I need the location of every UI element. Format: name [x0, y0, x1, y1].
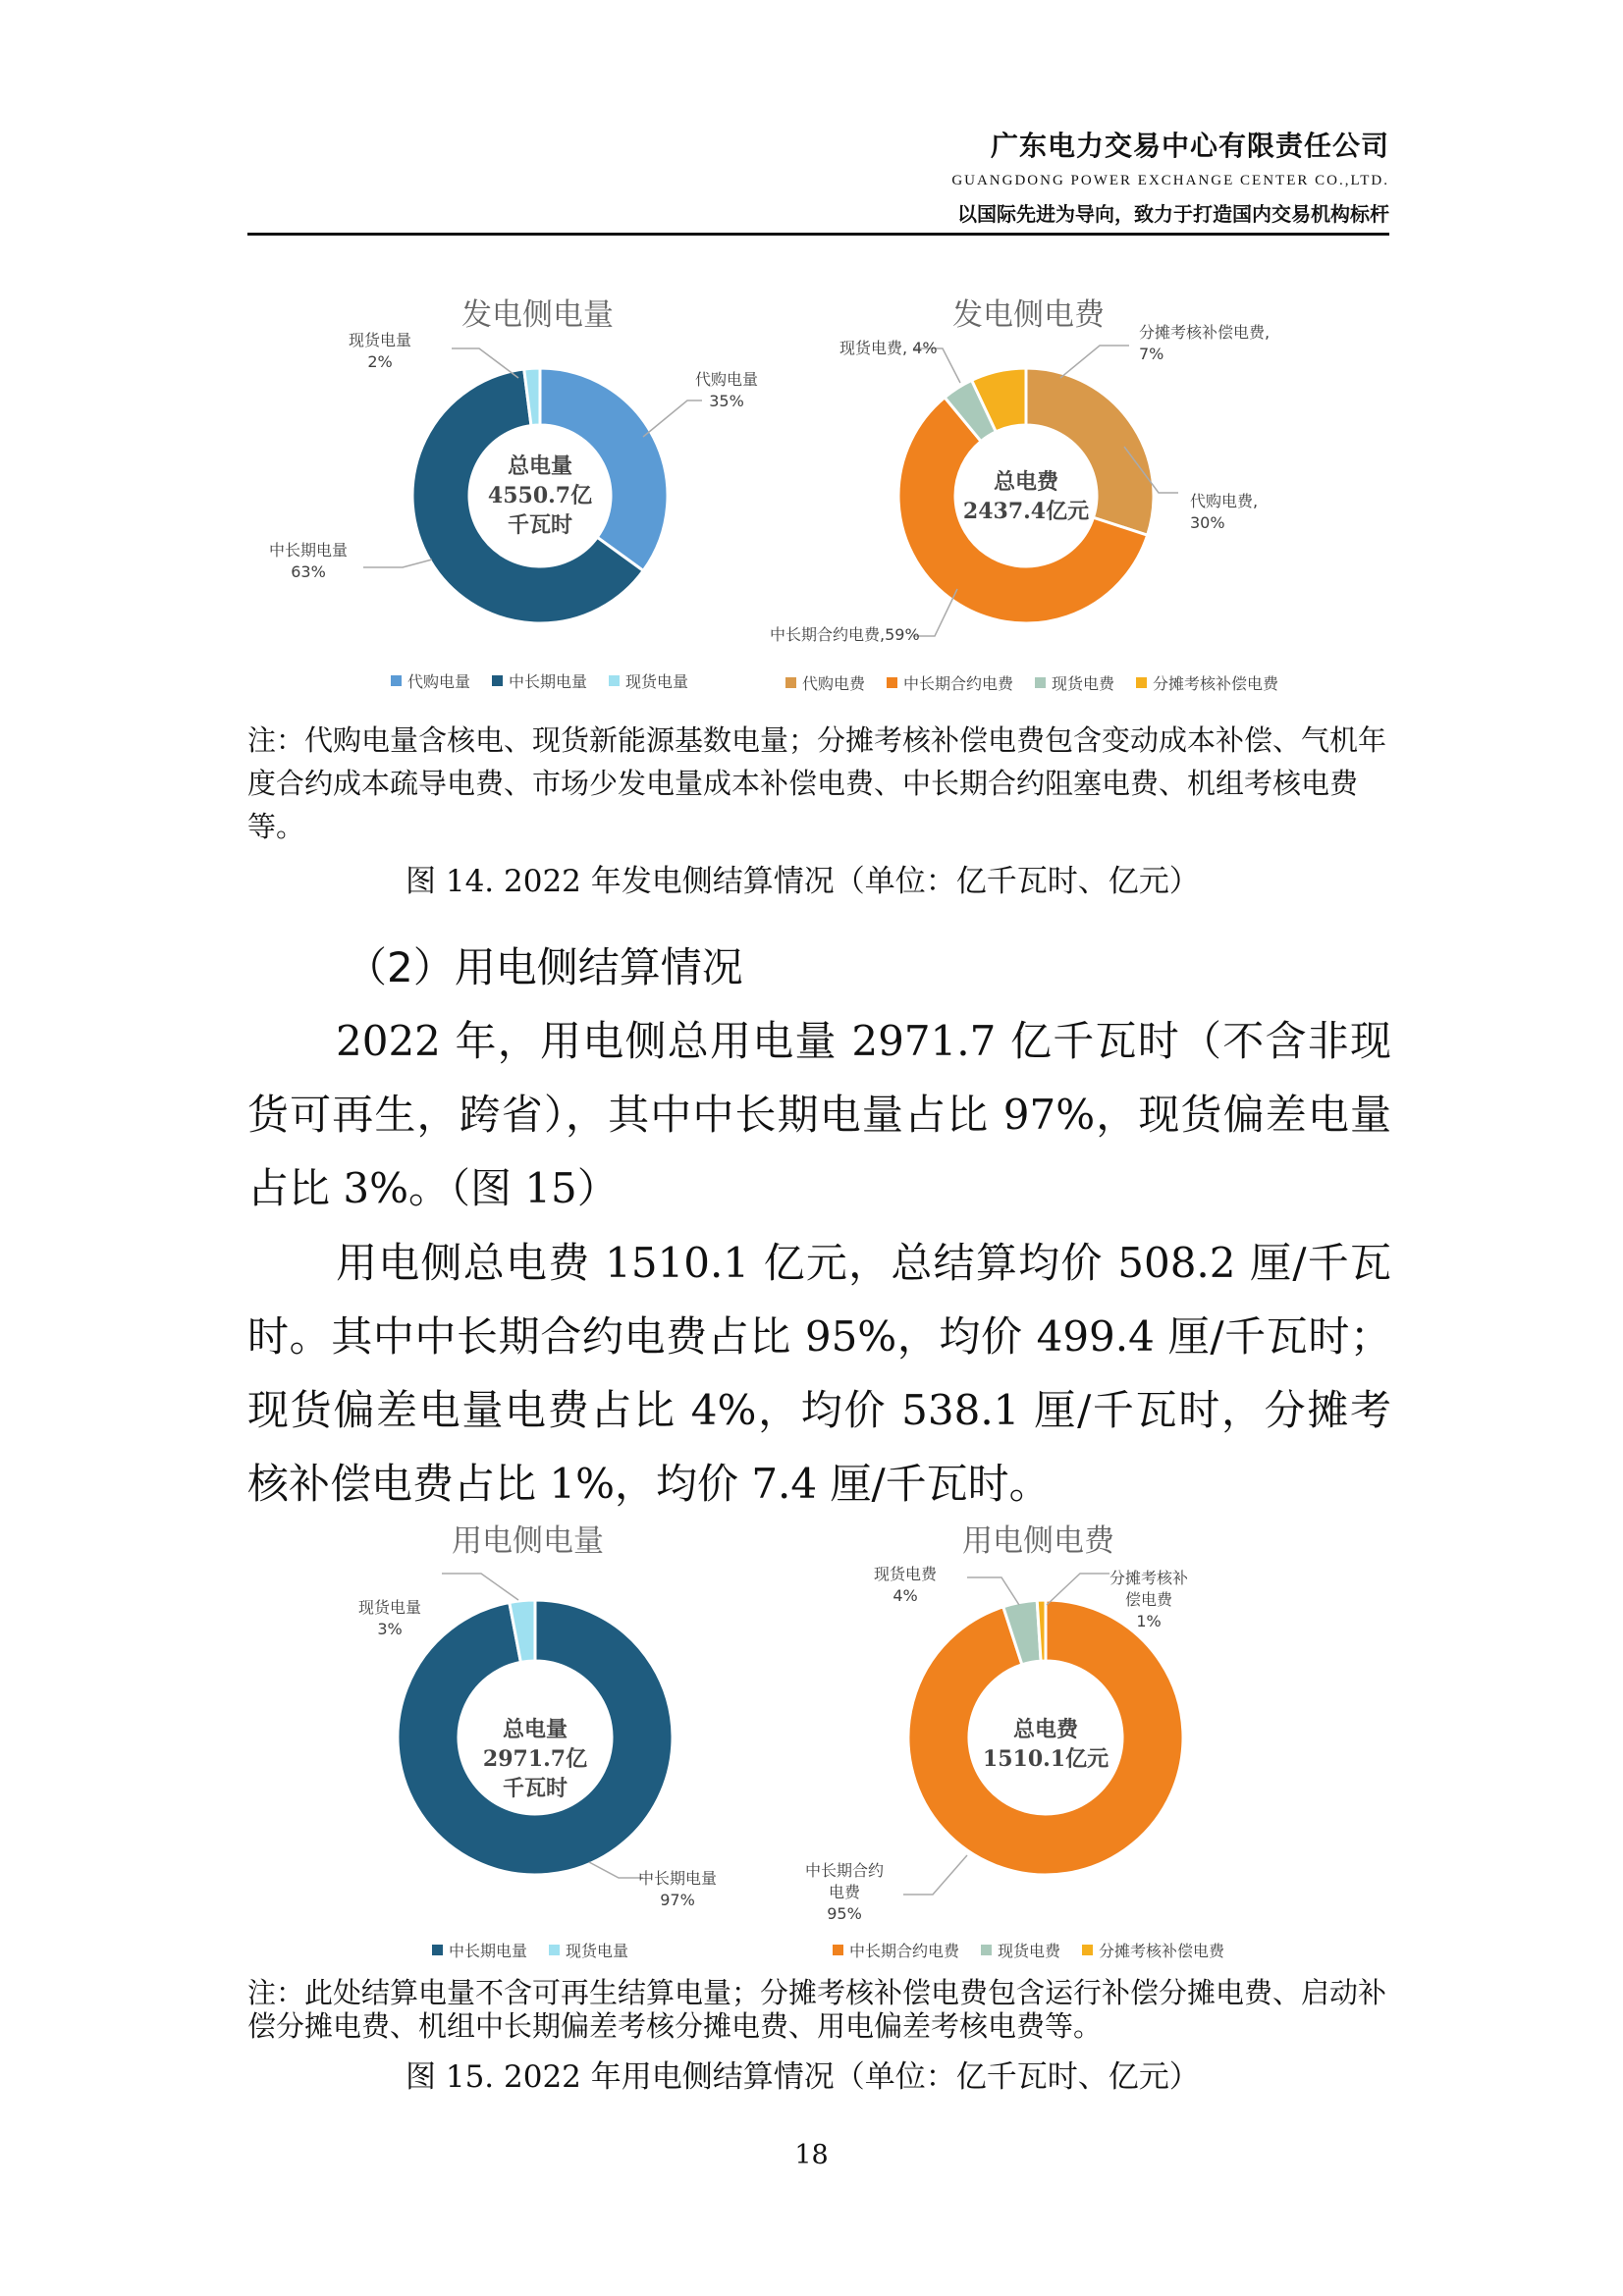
leader-line	[1060, 346, 1129, 378]
header-divider	[247, 233, 1389, 236]
fig14-note: 注：代购电量含核电、现货新能源基数电量；分摊考核补偿电费包含变动成本补偿、气机年度合约成本疏导电费、市场少发电量成本补偿电费、中长期合约阻塞电费、机组考核电费等。	[247, 723, 1387, 843]
section-heading: （2）用电侧结算情况	[346, 943, 743, 991]
paragraph-1: 2022 年，用电侧总用电量 2971.7 亿千瓦时（不含非现货可再生，跨省），其中中长期电量占比 97%，现货偏差电量占比 3%。（图 15）	[247, 1017, 1391, 1212]
label-share: 分摊考核补偿电费, 7%	[1139, 323, 1271, 363]
chart-legend: 中长期合约电费 现货电费 分摊考核补偿电费	[833, 1939, 1224, 1961]
chart-title: 发电侧电费	[952, 297, 1105, 333]
label-long-term: 中长期电量 63%	[269, 541, 349, 581]
leader-line	[903, 1855, 967, 1895]
leader-line	[442, 1574, 518, 1600]
fig14-left-chart	[255, 275, 759, 707]
paragraph-2: 用电侧总电费 1510.1 亿元，总结算均价 508.2 厘/千瓦时。其中中长期合约电费占比 95%，均价 499.4 厘/千瓦时；现货偏差电量电费占比 4%，均价 538.1 厘/千瓦时，分摊考核补偿电费占比 1%，均价 7.4 厘/千瓦时。	[247, 1239, 1391, 1508]
chart-legend: 代购电费 中长期合约电费 现货电费 分摊考核补偿电费	[785, 671, 1278, 694]
label-agency: 代购电费, 30%	[1190, 492, 1259, 532]
donut-center-text: 总电费 2437.4亿元	[962, 469, 1090, 524]
chart-title: 用电侧电费	[962, 1523, 1114, 1559]
leader-line	[363, 560, 432, 567]
donut-center-text: 总电量 2971.7亿 千瓦时	[482, 1717, 588, 1801]
fig15-note: 注：此处结算电量不含可再生结算电量；分摊考核补偿电费包含运行补偿分摊电费、启动补偿分摊电费、机组中长期偏差考核分摊电费、用电偏差考核电费等。	[247, 1976, 1387, 2043]
header-company-en: GUANGDONG POWER EXCHANGE CENTER CO.,LTD.	[951, 173, 1389, 188]
chart-title: 用电侧电量	[452, 1523, 604, 1559]
label-spot: 现货电费 4%	[874, 1565, 938, 1605]
label-agency: 代购电量 35%	[695, 370, 759, 410]
header-company: 广东电力交易中心有限责任公司	[990, 130, 1389, 162]
fig15-right-chart	[785, 1507, 1335, 1978]
label-share: 分摊考核补 偿电费 1%	[1109, 1569, 1189, 1630]
label-long-term: 中长期合约电费,59%	[770, 625, 920, 644]
leader-line	[967, 1577, 1019, 1605]
fig14-right-chart	[766, 275, 1355, 707]
header-slogan: 以国际先进为导向，致力于打造国内交易机构标杆	[957, 202, 1389, 226]
donut-center-text: 总电费 1510.1亿元	[982, 1717, 1109, 1772]
label-long-term: 中长期合约 电费 95%	[805, 1861, 885, 1923]
fig15-caption: 图 15. 2022 年用电侧结算情况（单位：亿千瓦时、亿元）	[406, 2059, 1200, 2095]
chart-legend: 中长期电量 现货电量	[432, 1939, 628, 1961]
label-spot: 现货电量 3%	[358, 1598, 422, 1638]
leader-line	[589, 1862, 643, 1878]
page-number: 18	[794, 2140, 829, 2170]
chart-title: 发电侧电量	[461, 297, 614, 333]
fig14-caption: 图 14. 2022 年发电侧结算情况（单位：亿千瓦时、亿元）	[406, 864, 1200, 899]
donut-center-text: 总电量 4550.7亿 千瓦时	[487, 454, 593, 538]
chart-legend: 代购电量 中长期电量 现货电量	[391, 669, 688, 692]
fig15-left-chart	[295, 1507, 766, 1978]
label-spot: 现货电量 2%	[349, 331, 412, 371]
label-long-term: 中长期电量 97%	[638, 1869, 718, 1909]
label-spot: 现货电费, 4%	[839, 339, 938, 357]
